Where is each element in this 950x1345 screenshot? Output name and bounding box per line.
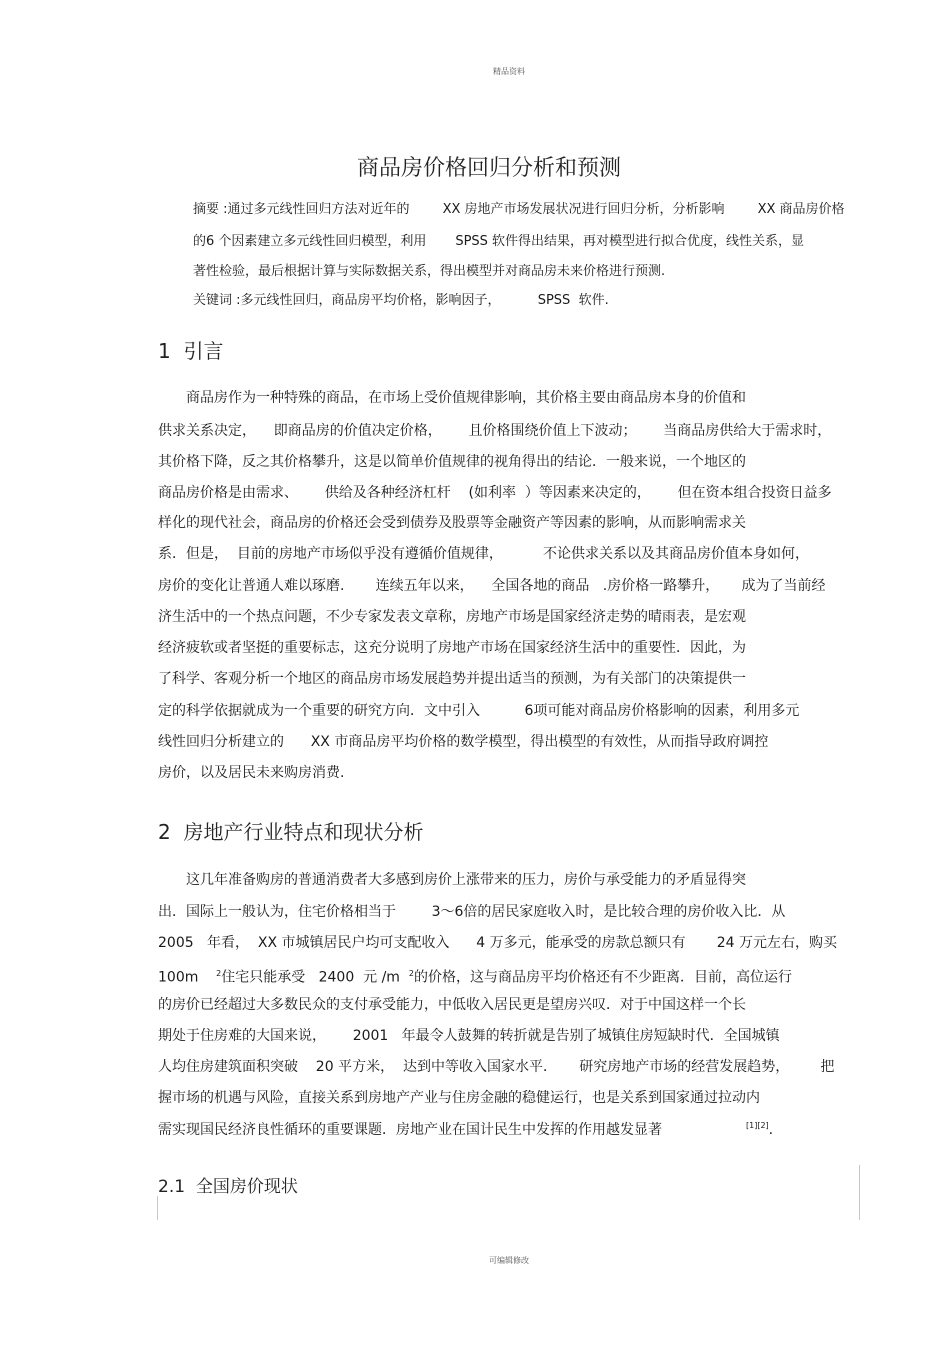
paragraph-line: 定的科学依据就成为一个重要的研究方向．文中引入 6项可能对商品房价格影响的因素，利用多元 — [158, 703, 800, 719]
abstract-line: 的6 个因素建立多元线性回归模型，利用 SPSS 软件得出结果，再对模型进行拟合优度，线性关系，显 — [193, 234, 805, 249]
text-run: 需实现国民经济良性循环的重要课题．房地产业在国计民生中发挥的作用越发显著 — [158, 1122, 662, 1138]
paragraph-line: 2005 年看， XX 市城镇居民户均可支配收入 4 万多元，能承受的房款总额只有 24 万元左右，购买 — [158, 935, 837, 951]
text-run: 的价格，这与商品房平均价格还有不少距离．目前，高位运行 — [413, 969, 792, 986]
paragraph-line: 济生活中的一个热点问题，不少专家发表文章称，房地产市场是国家经济走势的晴雨表，是宏观 — [158, 609, 746, 625]
keywords: 关键词 :多元线性回归，商品房平均价格，影响因子， SPSS 软件. — [193, 293, 609, 308]
paragraph-line: 期处于住房难的大国来说， 2001 年最令人鼓舞的转折就是告别了城镇住房短缺时代．全国城镇 — [158, 1028, 780, 1044]
right-margin-rule — [859, 1165, 860, 1220]
footer-note: 可编辑修改 — [489, 1256, 529, 1265]
paragraph-line: 房价的变化让普通人难以琢磨. 连续五年以来， 全国各地的商品 .房价格一路攀升， 成为了当前经 — [158, 578, 826, 594]
document-title: 商品房价格回归分析和预测 — [357, 156, 622, 181]
text-run: 100m — [158, 969, 217, 986]
paragraph-line: 人均住房建筑面积突破 20 平方米， 达到中等收入国家水平． 研究房地产市场的经营发展趋势， 把 — [158, 1059, 835, 1075]
paragraph-line: 了科学、客观分析一个地区的商品房市场发展趋势并提出适当的预测，为有关部门的决策提供一 — [158, 671, 746, 687]
paragraph-line: 经济疲软或者坚挺的重要标志，这充分说明了房地产市场在国家经济生活中的重要性．因此，为 — [158, 640, 746, 656]
paragraph-line: 其价格下降，反之其价格攀升，这是以简单价值规律的视角得出的结论．一般来说，一个地区的 — [158, 454, 746, 470]
text-run: 住宅只能承受 2400 元 /m — [221, 969, 409, 986]
paragraph-line: 握市场的机遇与风险，直接关系到房地产产业与住房金融的稳健运行，也是关系到国家通过拉动内 — [158, 1090, 760, 1106]
citation: [1][2] — [746, 1121, 769, 1130]
section-2-1-heading: 2.1 全国房价现状 — [158, 1177, 298, 1197]
paragraph-line: 商品房价格是由需求、 供给及各种经济杠杆 (如利率 ）等因素来决定的， 但在资本组合投资日益多 — [158, 485, 832, 501]
abstract-line: 摘要 :通过多元线性回归方法对近年的 XX 房地产市场发展状况进行回归分析，分析影响 XX 商品房价格 — [193, 202, 845, 217]
paragraph-line: 这几年准备购房的普通消费者大多感到房价上涨带来的压力，房价与承受能力的矛盾显得突 — [186, 872, 746, 888]
paragraph-line: 系．但是， 目前的房地产市场似乎没有遵循价值规律， 不论供求关系以及其商品房价值本身如何， — [158, 546, 809, 562]
text-run: . — [768, 1122, 774, 1138]
paragraph-line: 供求关系决定， 即商品房的价值决定价格， 且价格围绕价值上下波动； 当商品房供给大于需求时， — [158, 423, 832, 439]
superscript: 2 — [408, 969, 414, 978]
section-2-heading: 2 房地产行业特点和现状分析 — [158, 820, 424, 844]
paragraph-line: 的房价已经超过大多数民众的支付承受能力，中低收入居民更是望房兴叹．对于中国这样一个长 — [158, 997, 746, 1013]
paragraph-line — [158, 967, 792, 985]
superscript: 2 — [216, 969, 222, 978]
paragraph-line — [158, 1123, 773, 1139]
paragraph-line: 商品房作为一种特殊的商品，在市场上受价值规律影响，其价格主要由商品房本身的价值和 — [186, 390, 746, 406]
paragraph-line: 房价，以及居民未来购房消费. — [158, 765, 345, 781]
paragraph-line: 线性回归分析建立的 XX 市商品房平均价格的数学模型，得出模型的有效性，从而指导政府调控 — [158, 734, 769, 750]
paragraph-line: 样化的现代社会，商品房的价格还会受到债券及股票等金融资产等因素的影响，从而影响需求关 — [158, 515, 746, 531]
paragraph-line: 出．国际上一般认为，住宅价格相当于 3～6倍的居民家庭收入时，是比较合理的房价收入比．从 — [158, 904, 786, 920]
left-margin-rule — [157, 1196, 158, 1220]
section-1-heading: 1 引言 — [158, 339, 224, 363]
header-note: 精品资料 — [493, 67, 525, 76]
abstract-line: 著性检验，最后根据计算与实际数据关系，得出模型并对商品房未来价格进行预测. — [193, 264, 666, 279]
